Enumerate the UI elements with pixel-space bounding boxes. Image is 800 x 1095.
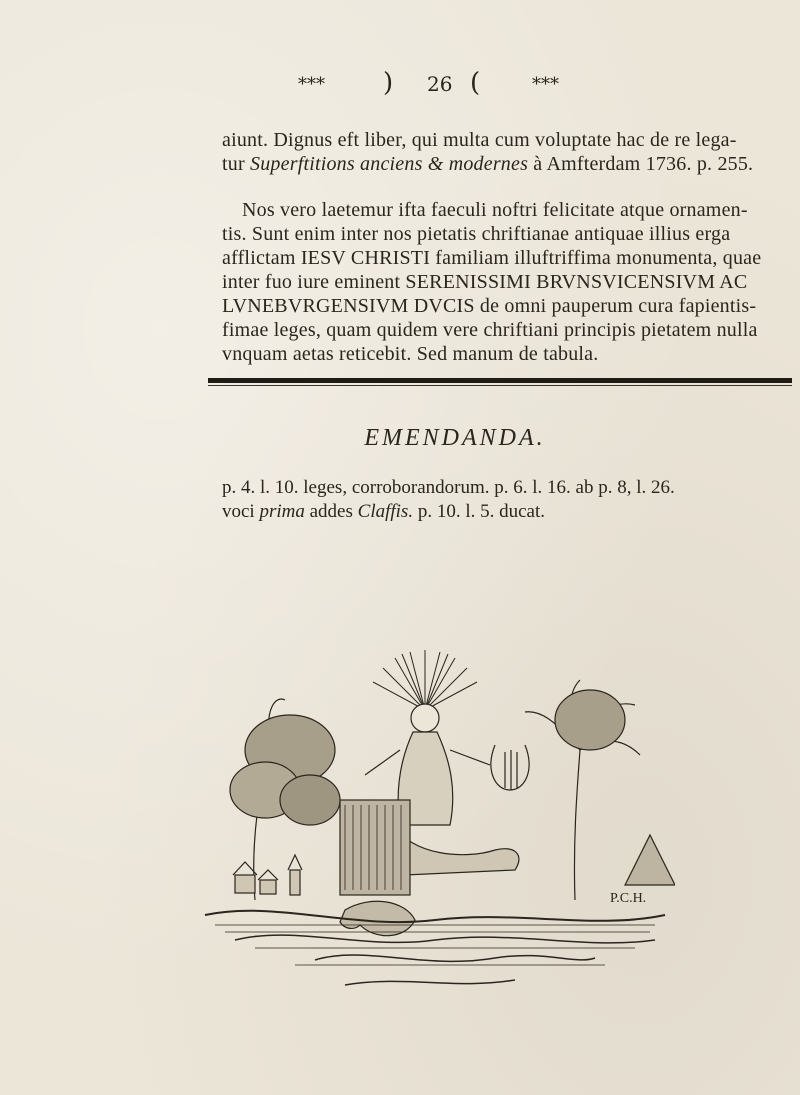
paragraph-2-line: Nos vero laetemur ifta faeculi noftri felicitate atque ornamen- [242, 199, 748, 221]
sun-rays-icon [373, 650, 477, 710]
page-number: 26 [427, 72, 453, 96]
emendanda-line-2 [222, 500, 792, 524]
village-icon [233, 855, 302, 895]
paragraph-2-line: fimae leges, quam quidem vere chriftiani principis pietatem nulla [222, 319, 758, 341]
italic-word: prima [259, 501, 305, 522]
divider-rule-thin [208, 385, 792, 386]
paragraph-2-line: vnquam aetas reticebit. Sed manum de tabula. [222, 343, 599, 365]
paragraph-2 [222, 198, 792, 366]
paragraph-2-line: tis. Sunt enim inter nos pietatis chriftianae antiquae illius erga [222, 223, 731, 245]
paragraph-2-line: afflictam IESV CHRISTI familiam illuftriffima monumenta, quae [222, 247, 762, 269]
header-paren-left: ) [383, 68, 394, 98]
paragraph-2-line: inter fuo iure eminent SERENISSIMI BRVNSVICENSIVM AC [222, 271, 748, 293]
text-run: p. 10. l. 5. ducat. [413, 501, 546, 522]
engraver-signature: P.C.H. [610, 891, 647, 906]
text-run: à Amfterdam 1736. p. 255. [528, 153, 754, 175]
text-run: tur [222, 153, 251, 175]
paragraph-1-line-2 [222, 152, 792, 176]
emendanda-line-1: p. 4. l. 10. leges, corroborandorum. p. 6. l. 16. ab p. 8, l. 26. [222, 477, 675, 498]
header-asterisks-left: *** [298, 74, 325, 95]
engraved-vignette [195, 640, 675, 1010]
text-run: voci [222, 501, 260, 522]
emendanda-text [222, 476, 792, 524]
paragraph-2-line: LVNEBVRGENSIVM DVCIS de omni pauperum cura fapientis- [222, 295, 757, 317]
paragraph-1-line-1: aiunt. Dignus eft liber, qui multa cum voluptate hac de re lega- [222, 129, 737, 151]
paragraph-1 [222, 128, 792, 176]
pyramid-icon [625, 835, 675, 885]
header-asterisks-right: *** [532, 74, 559, 95]
lyre-icon [491, 745, 529, 790]
emendanda-title: EMENDANDA. [364, 425, 546, 451]
running-header [0, 68, 800, 108]
tree-icon [230, 699, 340, 900]
header-paren-right: ( [470, 68, 481, 98]
palm-icon [525, 680, 640, 900]
divider-rule [208, 378, 792, 383]
text-run: addes [304, 501, 358, 522]
italic-word: Claffis. [357, 501, 414, 522]
book-title: Superftitions anciens & modernes [250, 153, 529, 175]
